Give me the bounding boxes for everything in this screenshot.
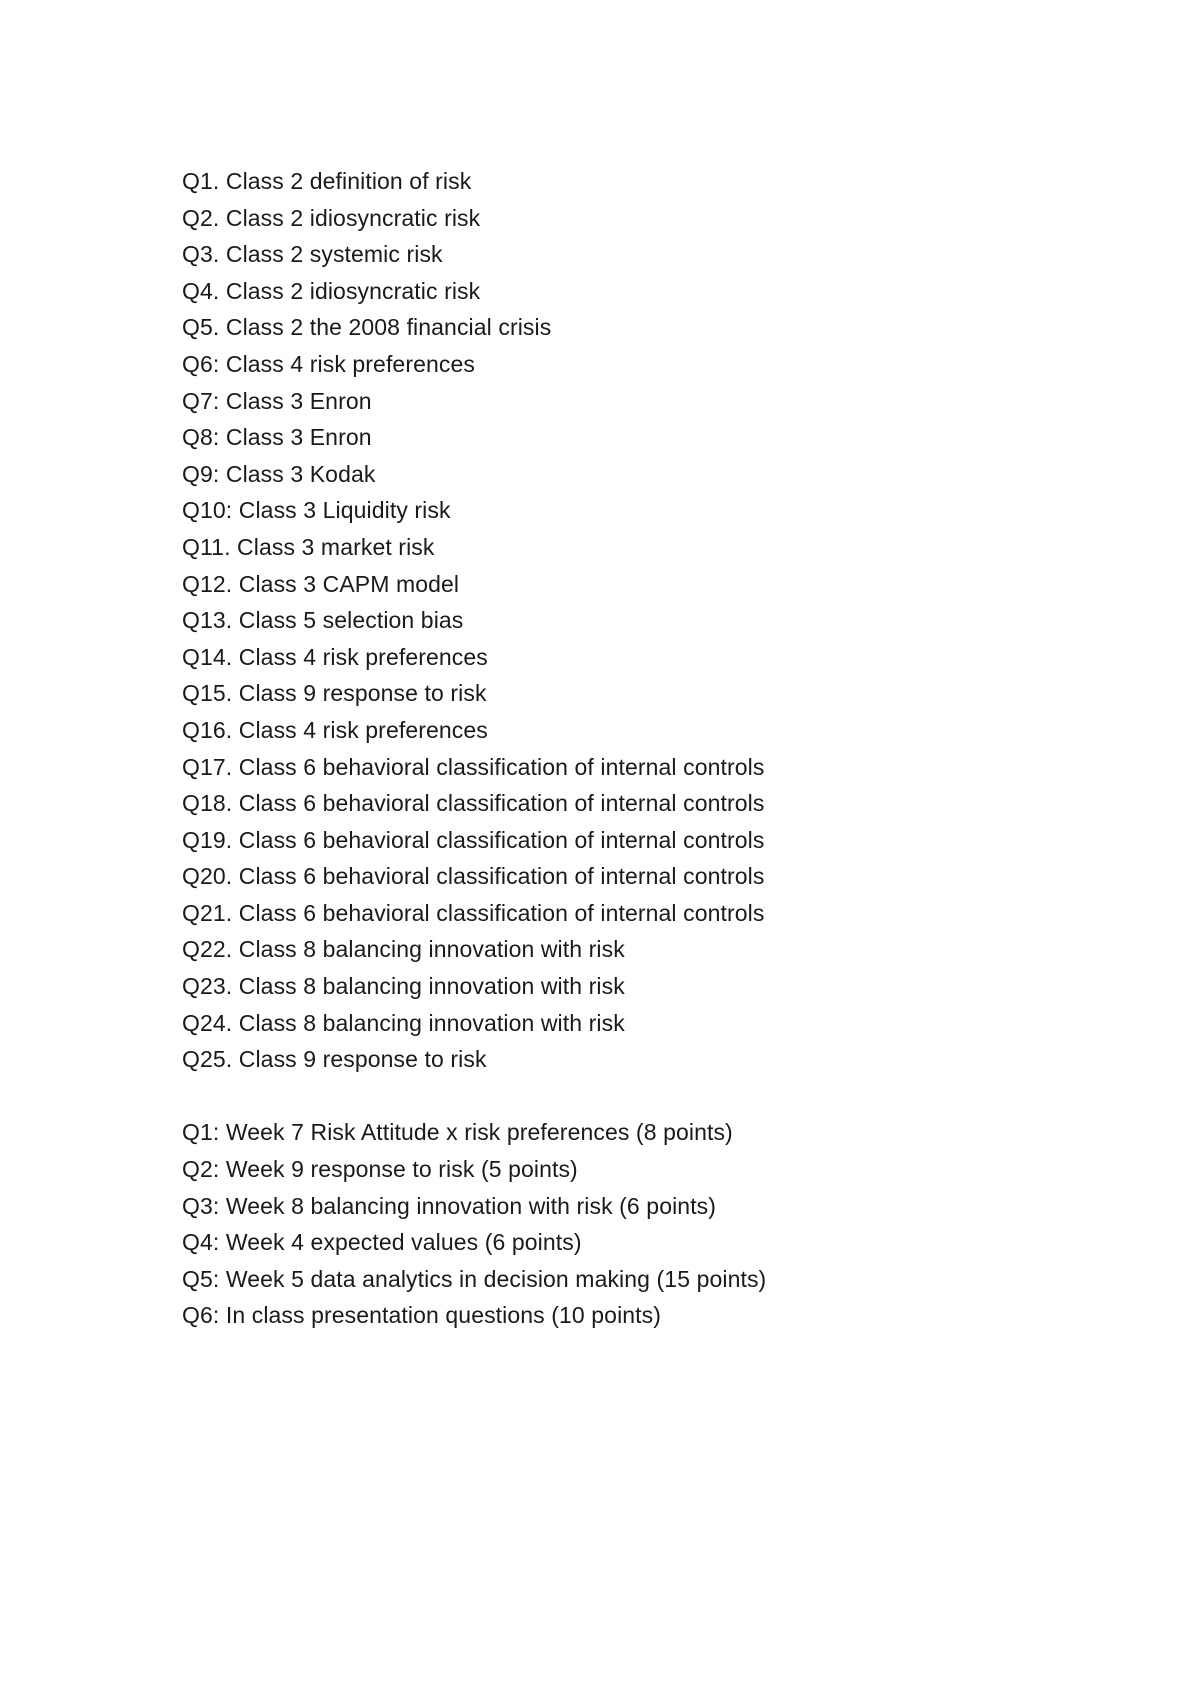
list-item: Q10: Class 3 Liquidity risk bbox=[182, 497, 451, 524]
list-item: Q18. Class 6 behavioral classification of internal controls bbox=[182, 790, 765, 817]
list-item: Q15. Class 9 response to risk bbox=[182, 680, 487, 707]
list-item: Q8: Class 3 Enron bbox=[182, 424, 372, 451]
list-item: Q3. Class 2 systemic risk bbox=[182, 241, 443, 268]
list-item: Q12. Class 3 CAPM model bbox=[182, 570, 460, 597]
quiz-topic-list bbox=[182, 163, 1082, 1078]
list-item: Q21. Class 6 behavioral classification of internal controls bbox=[182, 899, 765, 926]
list-item: Q3: Week 8 balancing innovation with risk (6 points) bbox=[182, 1192, 717, 1219]
list-item: Q25. Class 9 response to risk bbox=[182, 1046, 487, 1073]
list-item: Q23. Class 8 balancing innovation with risk bbox=[182, 973, 625, 1000]
list-item: Q19. Class 6 behavioral classification of internal controls bbox=[182, 826, 765, 853]
list-item: Q20. Class 6 behavioral classification of internal controls bbox=[182, 863, 765, 890]
list-item: Q4: Week 4 expected values (6 points) bbox=[182, 1229, 582, 1256]
list-item: Q11. Class 3 market risk bbox=[182, 533, 435, 560]
list-item: Q4. Class 2 idiosyncratic risk bbox=[182, 277, 481, 304]
list-item: Q2. Class 2 idiosyncratic risk bbox=[182, 204, 481, 231]
list-item: Q14. Class 4 risk preferences bbox=[182, 643, 488, 670]
list-item: Q5. Class 2 the 2008 financial crisis bbox=[182, 314, 552, 341]
list-item: Q22. Class 8 balancing innovation with risk bbox=[182, 936, 625, 963]
list-item: Q6: In class presentation questions (10 points) bbox=[182, 1302, 662, 1329]
list-item: Q16. Class 4 risk preferences bbox=[182, 716, 488, 743]
list-item: Q6: Class 4 risk preferences bbox=[182, 350, 475, 377]
list-item: Q1: Week 7 Risk Attitude x risk preferences (8 points) bbox=[182, 1119, 733, 1146]
document-content bbox=[182, 163, 1082, 1334]
list-item: Q9: Class 3 Kodak bbox=[182, 460, 376, 487]
list-item: Q2: Week 9 response to risk (5 points) bbox=[182, 1156, 578, 1183]
blank-line-spacer bbox=[182, 1078, 1082, 1115]
written-question-list bbox=[182, 1114, 1082, 1334]
list-item: Q1. Class 2 definition of risk bbox=[182, 168, 472, 194]
list-item: Q13. Class 5 selection bias bbox=[182, 607, 464, 634]
list-item: Q7: Class 3 Enron bbox=[182, 387, 372, 414]
list-item: Q24. Class 8 balancing innovation with risk bbox=[182, 1009, 625, 1036]
list-item: Q5: Week 5 data analytics in decision making (15 points) bbox=[182, 1265, 767, 1292]
list-item: Q17. Class 6 behavioral classification of internal controls bbox=[182, 753, 765, 780]
